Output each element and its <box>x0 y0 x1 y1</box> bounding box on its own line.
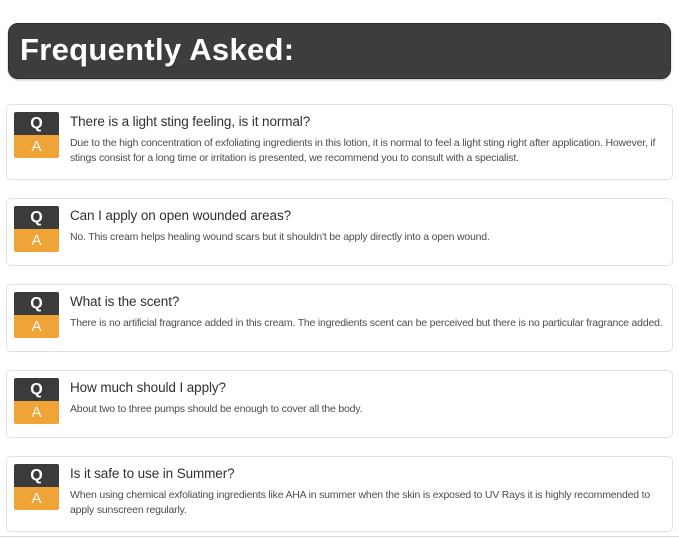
question-badge: Q <box>14 206 59 229</box>
qa-badge <box>14 292 59 338</box>
faq-question: What is the scent? <box>70 294 180 309</box>
answer-badge: A <box>14 135 59 158</box>
faq-answer: When using chemical exfoliating ingredients like AHA in summer when the skin is exposed to UV Rays it is highly recommended to apply sunscreen regularly. <box>70 489 651 516</box>
qa-badge <box>14 206 59 252</box>
answer-badge: A <box>14 401 59 424</box>
faq-list <box>6 104 673 532</box>
faq-answer: No. This cream helps healing wound scars but it shouldn't be apply directly into a open wound. <box>70 231 490 243</box>
question-badge: Q <box>14 112 59 135</box>
faq-item-content <box>59 292 666 331</box>
faq-answer: There is no artificial fragrance added in this cream. The ingredients scent can be perceived but there is no particular fragrance added. <box>70 317 663 329</box>
faq-header-title: Frequently Asked: <box>20 31 295 67</box>
question-badge: Q <box>14 464 59 487</box>
question-badge: Q <box>14 292 59 315</box>
faq-item-content <box>59 112 666 166</box>
faq-item <box>6 456 673 532</box>
faq-question: Is it safe to use in Summer? <box>70 466 235 481</box>
answer-badge: A <box>14 315 59 338</box>
qa-badge <box>14 464 59 510</box>
faq-answer: About two to three pumps should be enough to cover all the body. <box>70 403 363 415</box>
faq-item <box>6 370 673 438</box>
faq-item <box>6 198 673 266</box>
qa-badge <box>14 378 59 424</box>
faq-header-bar <box>8 23 671 79</box>
faq-question: There is a light sting feeling, is it normal? <box>70 114 311 129</box>
faq-item <box>6 284 673 352</box>
answer-badge: A <box>14 487 59 510</box>
faq-item-content <box>59 464 666 518</box>
faq-item <box>6 104 673 180</box>
bottom-divider <box>0 536 679 537</box>
faq-item-content <box>59 378 666 417</box>
faq-question: Can I apply on open wounded areas? <box>70 208 292 223</box>
faq-answer: Due to the high concentration of exfoliating ingredients in this lotion, it is normal to feel a light sting right after application. However, if stings consist for a long time or irritation is presented, we recommend you to consult with a specialist. <box>70 137 656 164</box>
faq-item-content <box>59 206 666 245</box>
answer-badge: A <box>14 229 59 252</box>
question-badge: Q <box>14 378 59 401</box>
faq-question: How much should I apply? <box>70 380 226 395</box>
qa-badge <box>14 112 59 158</box>
